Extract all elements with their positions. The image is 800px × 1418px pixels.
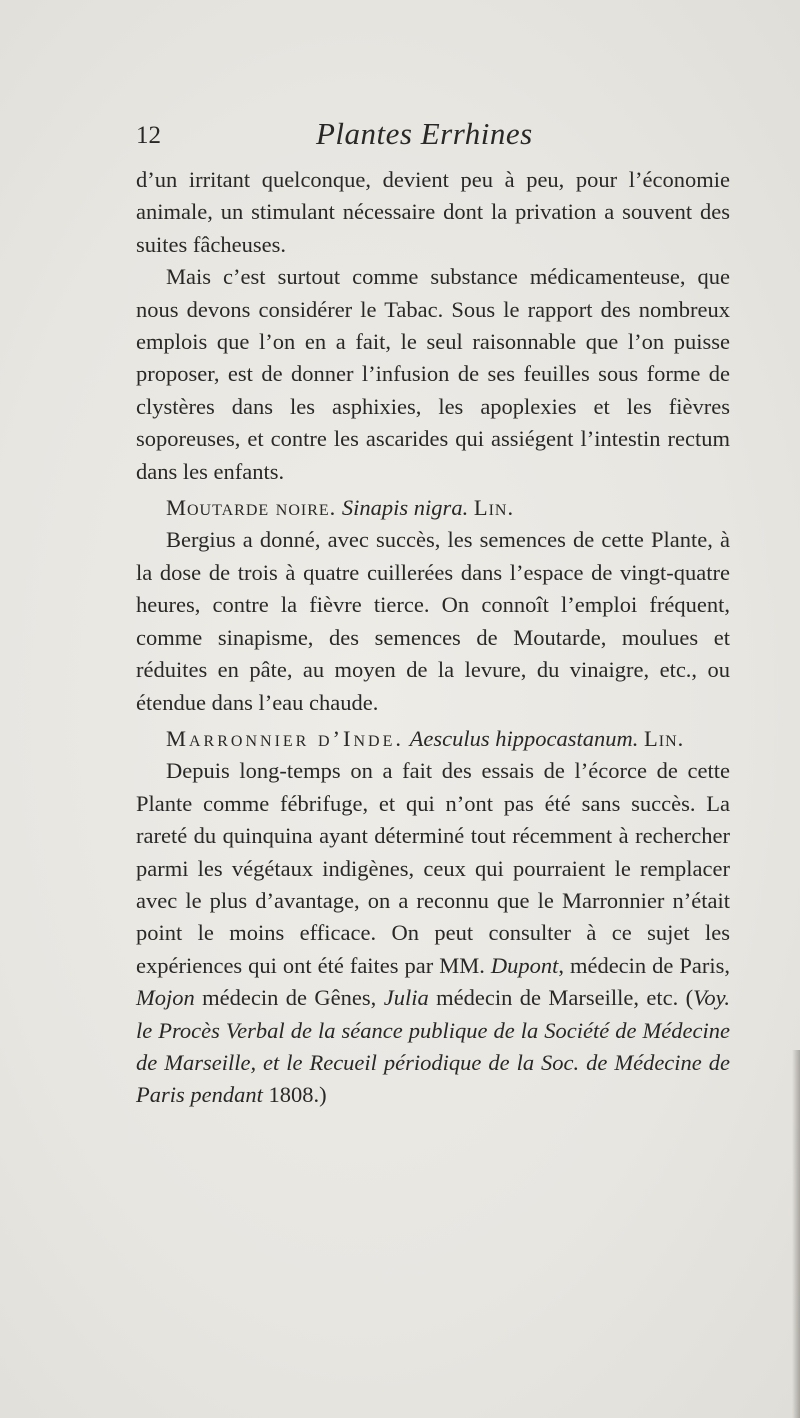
page-edge-shadow — [792, 1050, 800, 1418]
entry-marronnier-text — [136, 755, 730, 1111]
person-julia: Julia — [383, 985, 429, 1011]
entry-moutarde-heading — [136, 492, 730, 524]
entry-marronnier-latin: Aesculus hippocastanum. — [409, 725, 639, 751]
entry-moutarde-author: Lin. — [473, 495, 515, 521]
marronnier-text-a: Depuis long-temps on a fait des essais de l’écorce de cette Plante comme fébrifuge, et qui n’ont pas été sans succès. La rareté du quinquina ayant déterminé tout récemment à rechercher parmi les végétaux indigènes, ceux qui pourraient le remplacer avec le plus d’avantage, on a reconnu que le Marronnier n’était point le moins efficace. On peut consulter à ce sujet les expériences qui ont été faites par MM. — [136, 758, 730, 978]
reference-year: 1808 — [268, 1082, 314, 1108]
reference-citation: Voy. le Procès Verbal de la séance publique de la Société de Médecine de Marseille, et le Recueil périodique de la Soc. de Médecine de Paris pendant — [136, 985, 731, 1108]
running-title: Plantes Errhines — [316, 116, 533, 151]
page-body — [136, 164, 730, 1112]
marronnier-text-c: médecin de Gênes, — [202, 985, 377, 1011]
page-number: 12 — [136, 122, 161, 149]
person-dupont: Dupont — [490, 952, 559, 978]
paragraph-tabac-medical: Mais c’est surtout comme substance médicamenteuse, que nous devons considérer le Tabac. Sous le rapport des nombreux emplois que l’on en a fait, le seul raisonnable que l’on puisse proposer, est de donner l’infusion de ses feuilles sous forme de clystères dans les asphixies, les apoplexies et les fièvres soporeuses, et contre les ascarides qui assiégent l’intestin rectum dans les enfants. — [136, 264, 730, 484]
entry-moutarde-latin: Sinapis nigra. — [341, 495, 469, 521]
entry-marronnier-author: Lin. — [644, 725, 685, 751]
entry-moutarde-text: Bergius a donné, avec succès, les semences de cette Plante, à la dose de trois à quatre cuillerées dans l’espace de vingt-quatre heures, contre la fièvre tierce. On connoît l’emploi fréquent, comme sinapisme, des semences de Moutarde, moulues et réduites en pâte, au moyen de la levure, du vinaigre, etc., ou étendue dans l’eau chaude. — [136, 527, 730, 715]
entry-marronnier-heading — [136, 723, 730, 755]
marronnier-text-b: , médecin de Paris, — [558, 952, 730, 978]
marronnier-text-d: médecin de Marseille, etc. ( — [436, 985, 694, 1011]
person-mojon: Mojon — [136, 985, 195, 1011]
entry-moutarde-name: Moutarde noire. — [166, 495, 337, 521]
paragraph-tabac-continued: d’un irritant quelconque, devient peu à peu, pour l’économie animale, un stimulant nécessaire dont la privation a souvent des suites fâcheuses. — [136, 167, 730, 257]
entry-marronnier-name: Marronnier d’Inde. — [166, 725, 405, 751]
page-header — [136, 116, 728, 156]
reference-closing: .) — [313, 1082, 327, 1108]
